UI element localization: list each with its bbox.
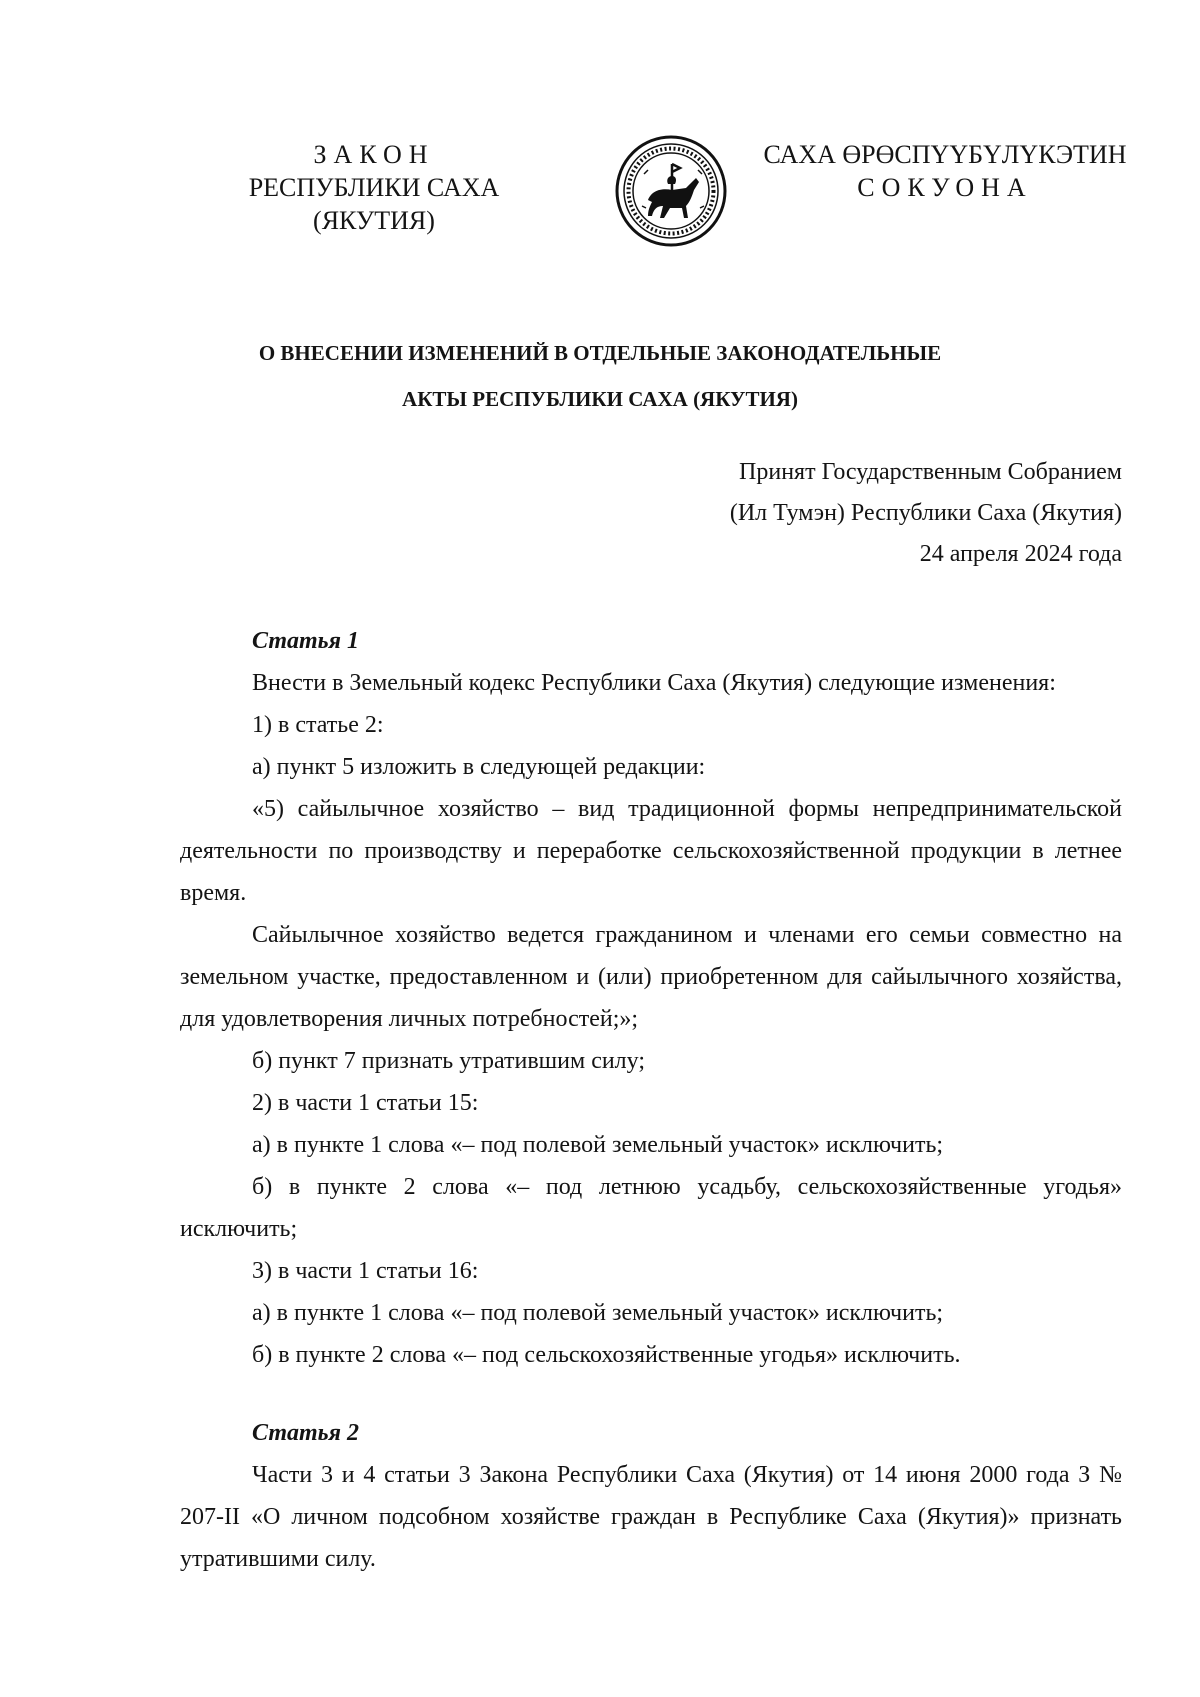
article-heading: Статья 1: [252, 628, 360, 654]
article-paragraph: б) пункт 7 признать утратившим силу;: [252, 1048, 646, 1074]
article-paragraph: Сайылычное хозяйство ведется гражданином и членами его семьи совместно на земельном участке, предоставленном и (или) приобретенном для сайылычного хозяйства, для удовлетворения личных потребностей;»;: [180, 922, 1122, 1032]
article-paragraph: б) в пункте 2 слова «– под сельскохозяйственные угодья» исключить.: [252, 1342, 961, 1368]
republic-name-sakha: САХА ӨРӨСПҮҮБҮЛҮКЭТИН: [763, 140, 1127, 169]
section-spacer: [180, 1376, 1122, 1412]
law-title-line2: АКТЫ РЕСПУБЛИКИ САХА (ЯКУТИЯ): [402, 387, 798, 411]
article-paragraph: 1) в статье 2:: [252, 712, 384, 738]
article-paragraph: б) в пункте 2 слова «– под летнюю усадьбу, сельскохозяйственные угодья» исключить;: [180, 1174, 1122, 1242]
republic-name: РЕСПУБЛИКИ САХА (ЯКУТИЯ): [248, 173, 500, 235]
article-paragraph: а) в пункте 1 слова «– под полевой земельный участок» исключить;: [252, 1300, 944, 1326]
law-body: [180, 620, 1122, 1580]
article-paragraph: Внести в Земельный кодекс Республики Саха (Якутия) следующие изменения:: [252, 670, 1056, 696]
adoption-line: Принят Государственным Собранием: [739, 459, 1122, 485]
adoption-line: (Ил Тумэн) Республики Саха (Якутия): [729, 500, 1122, 526]
coat-of-arms-emblem-icon: [614, 134, 728, 248]
article-heading: Статья 2: [252, 1420, 360, 1446]
article-paragraph: 2) в части 1 статьи 15:: [252, 1090, 479, 1116]
article-paragraph: а) в пункте 1 слова «– под полевой земельный участок» исключить;: [252, 1132, 944, 1158]
law-label: ЗАКОН: [313, 140, 435, 169]
article-paragraph: Части 3 и 4 статьи 3 Закона Республики Саха (Якутия) от 14 июня 2000 года З № 207-II «О личном подсобном хозяйстве граждан в Республике Саха (Якутия)» признать утратившими силу.: [180, 1462, 1122, 1572]
law-header-right: [760, 138, 1130, 204]
law-title: [0, 330, 1200, 422]
law-label-sakha: СОКУОНА: [857, 173, 1033, 202]
article-paragraph: а) пункт 5 изложить в следующей редакции:: [252, 754, 706, 780]
adoption-block: [730, 452, 1122, 575]
article-paragraph: 3) в части 1 статьи 16:: [252, 1258, 479, 1284]
adoption-date: 24 апреля 2024 года: [919, 541, 1122, 567]
law-title-line1: О ВНЕСЕНИИ ИЗМЕНЕНИЙ В ОТДЕЛЬНЫЕ ЗАКОНОДАТЕЛЬНЫЕ: [258, 341, 942, 365]
law-header-left: [196, 138, 552, 237]
article-paragraph: «5) сайылычное хозяйство – вид традиционной формы непредпринимательской деятельности по производству и переработке сельскохозяйственной продукции в летнее время.: [180, 796, 1122, 906]
